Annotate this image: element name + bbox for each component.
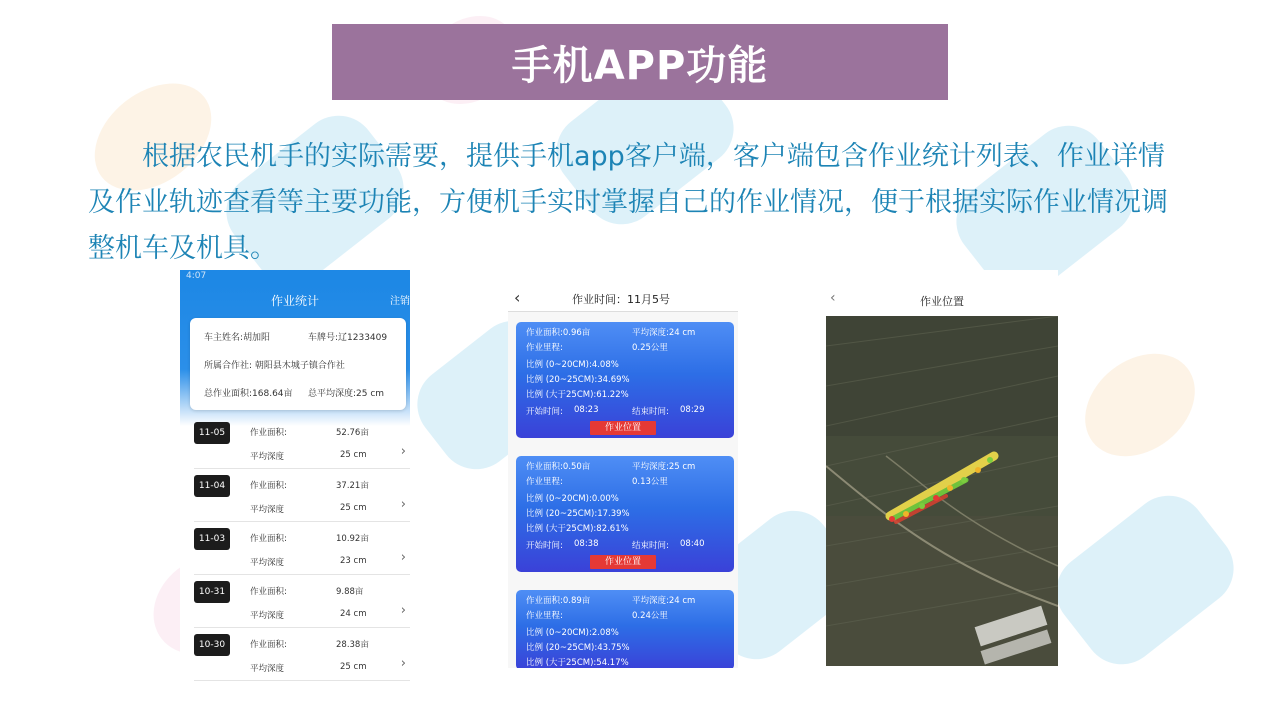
record-area: 作业面积:0.89亩 (526, 596, 591, 606)
start-time: 08:23 (574, 405, 599, 415)
record-avg-depth: 平均深度:24 cm (632, 328, 696, 338)
app-header (826, 284, 1058, 316)
work-date-title: 作业时间：11月5号 (572, 293, 670, 306)
satellite-map[interactable] (826, 316, 1058, 666)
total-area: 总作业面积:168.64亩 (204, 389, 293, 399)
record-avg-depth: 平均深度:25 cm (632, 462, 696, 472)
area-value: 37.21亩 (336, 481, 369, 491)
status-bar (508, 270, 738, 284)
area-label: 作业面积: (250, 428, 287, 438)
depth-label: 平均深度 (250, 505, 285, 515)
summary-card (190, 318, 406, 410)
end-time: 08:29 (680, 405, 705, 415)
watermark-blob (1065, 333, 1215, 478)
area-value: 28.38亩 (336, 640, 369, 650)
record-area: 作业面积:0.50亩 (526, 462, 591, 472)
screenshot-work-location (826, 270, 1058, 666)
date-badge: 11-05 (194, 422, 230, 444)
depth-label: 平均深度 (250, 452, 285, 462)
area-label: 作业面积: (250, 534, 287, 544)
area-label: 作业面积: (250, 587, 287, 597)
ratio-0-20: 比例 (0~20CM):2.08% (526, 628, 619, 638)
mileage-label: 作业里程: (526, 477, 563, 487)
ratio-over-25: 比例 (大于25CM):61.22% (526, 390, 629, 400)
ratio-20-25: 比例 (20~25CM):34.69% (526, 375, 630, 385)
depth-value: 25 cm (340, 450, 367, 460)
end-label: 结束时间: (632, 541, 669, 551)
list-item[interactable] (194, 522, 410, 575)
cooperative: 所属合作社: 朝阳县木城子镇合作社 (204, 361, 345, 371)
list-item[interactable] (194, 416, 410, 469)
start-label: 开始时间: (526, 541, 563, 551)
ratio-20-25: 比例 (20~25CM):43.75% (526, 643, 630, 653)
list-item[interactable] (194, 469, 410, 522)
chevron-right-icon: › (400, 603, 406, 618)
ratio-20-25: 比例 (20~25CM):17.39% (526, 509, 630, 519)
depth-value: 25 cm (340, 503, 367, 513)
area-value: 10.92亩 (336, 534, 369, 544)
status-bar (826, 270, 1058, 284)
logout-button[interactable]: 注销 (390, 296, 410, 307)
mileage-value: 0.25公里 (632, 343, 668, 353)
location-title: 作业位置 (920, 295, 964, 308)
depth-value: 25 cm (340, 662, 367, 672)
start-time: 08:38 (574, 539, 599, 549)
ratio-over-25: 比例 (大于25CM):54.17% (526, 658, 629, 668)
depth-value: 23 cm (340, 556, 367, 566)
chevron-right-icon: › (400, 550, 406, 565)
record-card (516, 590, 734, 668)
chevron-right-icon: › (400, 444, 406, 459)
mileage-value: 0.13公里 (632, 477, 668, 487)
date-badge: 10-31 (194, 581, 230, 603)
depth-label: 平均深度 (250, 664, 285, 674)
depth-label: 平均深度 (250, 558, 285, 568)
area-label: 作业面积: (250, 481, 287, 491)
area-value: 52.76亩 (336, 428, 369, 438)
screenshot-work-statistics (180, 270, 410, 682)
ratio-0-20: 比例 (0~20CM):4.08% (526, 360, 619, 370)
plate-number: 车牌号:辽1233409 (308, 333, 388, 343)
screenshot-work-details (508, 270, 738, 668)
list-item[interactable] (194, 575, 410, 628)
slide-title-bar (332, 24, 948, 100)
back-arrow-icon[interactable]: ‹ (830, 290, 836, 306)
slide-description: 根据农民机手的实际需要，提供手机app客户端，客户端包含作业统计列表、作业详情及作业轨迹查看等主要功能，方便机手实时掌握自己的作业情况，便于根据实际作业情况调整机车及机具。 (88, 141, 1168, 264)
end-time: 08:40 (680, 539, 705, 549)
depth-label: 平均深度 (250, 611, 285, 621)
ratio-over-25: 比例 (大于25CM):82.61% (526, 524, 629, 534)
slide-title: 手机APP功能 (511, 42, 769, 89)
work-location-button[interactable]: 作业位置 (590, 555, 656, 569)
date-badge: 11-04 (194, 475, 230, 497)
mileage-value: 0.24公里 (632, 611, 668, 621)
work-list (194, 416, 410, 681)
depth-value: 24 cm (340, 609, 367, 619)
area-label: 作业面积: (250, 640, 287, 650)
status-bar-time: 4:07 (180, 270, 410, 284)
app-header (508, 284, 738, 312)
app-title: 作业统计 (270, 294, 319, 308)
area-value: 9.88亩 (336, 587, 364, 597)
mileage-label: 作业里程: (526, 343, 563, 353)
start-label: 开始时间: (526, 407, 563, 417)
work-location-button[interactable]: 作业位置 (590, 421, 656, 435)
record-area: 作业面积:0.96亩 (526, 328, 591, 338)
chevron-right-icon: › (400, 497, 406, 512)
list-item[interactable] (194, 628, 410, 681)
back-arrow-icon[interactable]: ‹ (514, 288, 521, 307)
date-badge: 11-03 (194, 528, 230, 550)
watermark-logo (1041, 480, 1249, 679)
mileage-label: 作业里程: (526, 611, 563, 621)
end-label: 结束时间: (632, 407, 669, 417)
total-depth: 总平均深度:25 cm (308, 389, 385, 399)
ratio-0-20: 比例 (0~20CM):0.00% (526, 494, 619, 504)
owner-name: 车主姓名:胡加阳 (204, 333, 271, 343)
record-card (516, 456, 734, 572)
record-avg-depth: 平均深度:24 cm (632, 596, 696, 606)
app-header (180, 284, 410, 426)
chevron-right-icon: › (400, 656, 406, 671)
date-badge: 10-30 (194, 634, 230, 656)
record-card (516, 322, 734, 438)
